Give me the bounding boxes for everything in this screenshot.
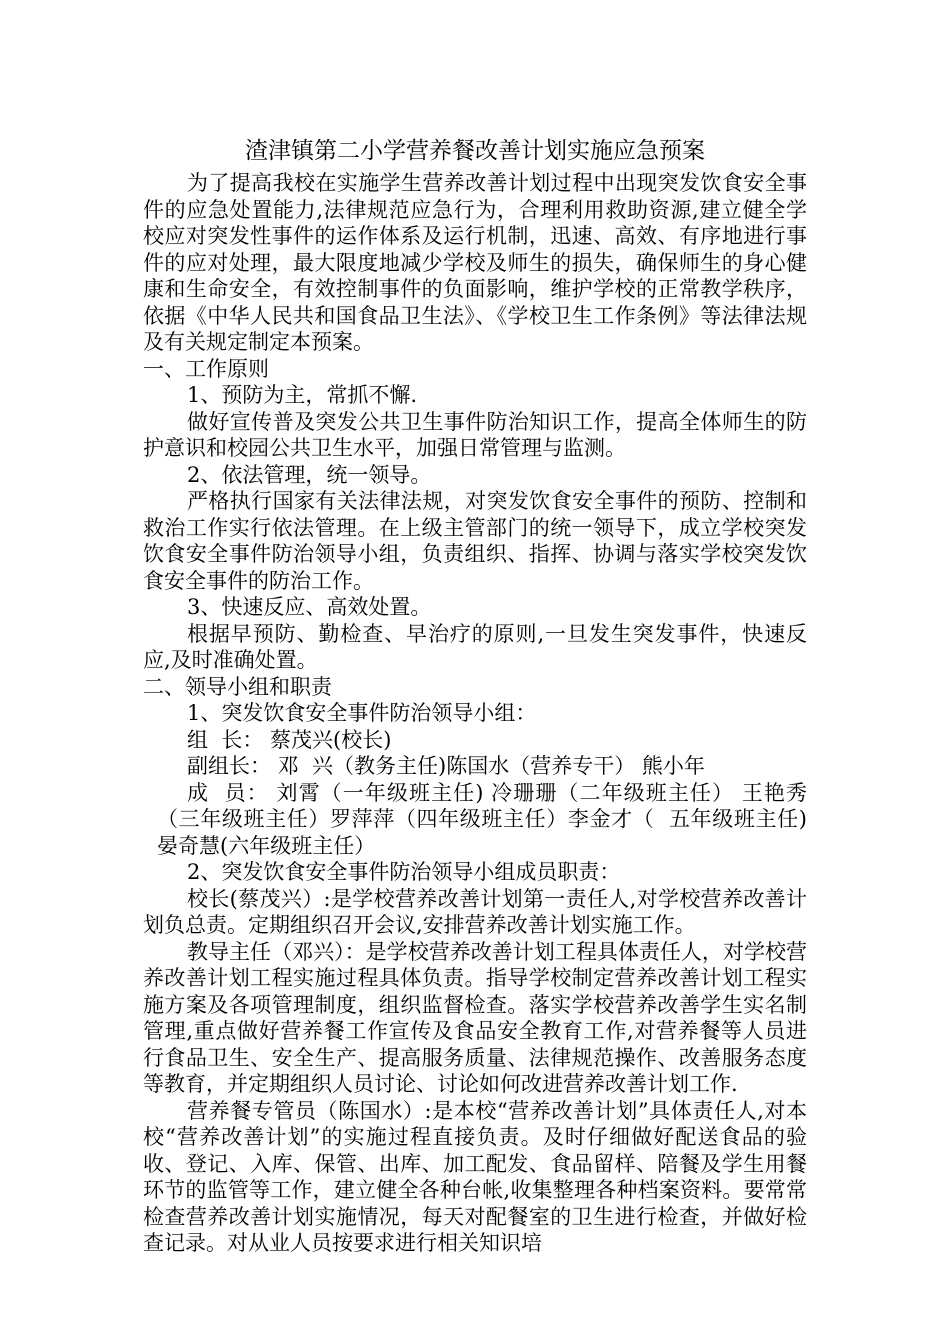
intro-paragraph: 为了提高我校在实施学生营养改善计划过程中出现突发饮食安全事件的应急处置能力,法律规范应急行为，合理利用救助资源,建立健全学校应对突发性事件的运作体系及运行机制，迅速、高效、有序地进行事件的应对处理，最大限度地减少学校及师生的损失，确保师生的身心健康和生命安全，有效控制事件的负面影响，维护学校的正常教学秩序，依据《中华人民共和国食品卫生法》、《学校卫生工作条例》等法律法规及有关规定制定本预案。 <box>143 171 807 354</box>
principle-1-title: 1、预防为主，常抓不懈. <box>187 383 418 407</box>
section-heading-work-principles: 一、工作原则 <box>143 356 269 381</box>
document-title: 渣津镇第二小学营养餐改善计划实施应急预案 <box>245 138 705 164</box>
principle-3-body: 根据早预防、勤检查、早治疗的原则,一旦发生突发事件，快速反应,及时准确处置。 <box>143 621 807 672</box>
principle-2-title: 2、依法管理，统一领导。 <box>187 462 432 487</box>
principle-1-body: 做好宣传普及突发公共卫生事件防治知识工作，提高全体师生的防护意识和校园公共卫生水平，加强日常管理与监测。 <box>143 409 807 460</box>
section-heading-leadership: 二、领导小组和职责 <box>143 674 332 699</box>
principle-2-body: 严格执行国家有关法律法规，对突发饮食安全事件的预防、控制和救治工作实行依法管理。在上级主管部门的统一领导下，成立学校突发饮食安全事件防治领导小组，负责组织、指挥、协调与落实学校突发饮食安全事件的防治工作。 <box>143 489 807 593</box>
group-deputy-line: 副组长： 邓 兴（教务主任)陈国水（营养专干） 熊小年 <box>187 754 705 778</box>
group-leader-line: 组 长： 蔡茂兴(校长) <box>187 727 392 752</box>
duty-principal: 校长(蔡茂兴）:是学校营养改善计划第一责任人,对学校营养改善计划负总责。定期组织召开会议,安排营养改善计划实施工作。 <box>143 886 807 937</box>
duty-nutrition-manager: 营养餐专管员（陈国水）:是本校“营养改善计划”具体责任人,对本校“营养改善计划”的实施过程直接负责。及时仔细做好配送食品的验收、登记、入库、保管、出库、加工配发、食品留样、陪餐及学生用餐环节的监管等工作，建立健全各种台帐,收集整理各种档案资料。要常常检查营养改善计划实施情况，每天对配餐室的卫生进行检查，并做好检查记录。对从业人员按要求进行相关知识培 <box>143 1098 807 1255</box>
principle-3-title: 3、快速反应、高效处置。 <box>187 595 432 619</box>
document-page <box>143 130 814 1257</box>
duties-title: 2、突发饮食安全事件防治领导小组成员职责： <box>187 860 621 884</box>
duty-dean: 教导主任（邓兴）：是学校营养改善计划工程具体责任人，对学校营养改善计划工程实施过程具体负责。指导学校制定营养改善计划工程实施方案及各项管理制度，组织监督检查。落实学校营养改善学生实名制管理,重点做好营养餐工作宣传及食品安全教育工作,对营养餐等人员进行食品卫生、安全生产、提高服务质量、法律规范操作、改善服务态度等教育，并定期组织人员讨论、讨论如何改进营养改善计划工作. <box>143 939 807 1096</box>
leadership-group-title: 1、突发饮食安全事件防治领导小组： <box>187 701 537 725</box>
group-members-line: 成 员： 刘霄（一年级班主任) 冷珊珊（二年级班主任） 王艳秀（三年级班主任）罗萍萍（四年级班主任）李金才（ 五年级班主任) 晏奇慧(六年级班主任） <box>157 780 814 858</box>
